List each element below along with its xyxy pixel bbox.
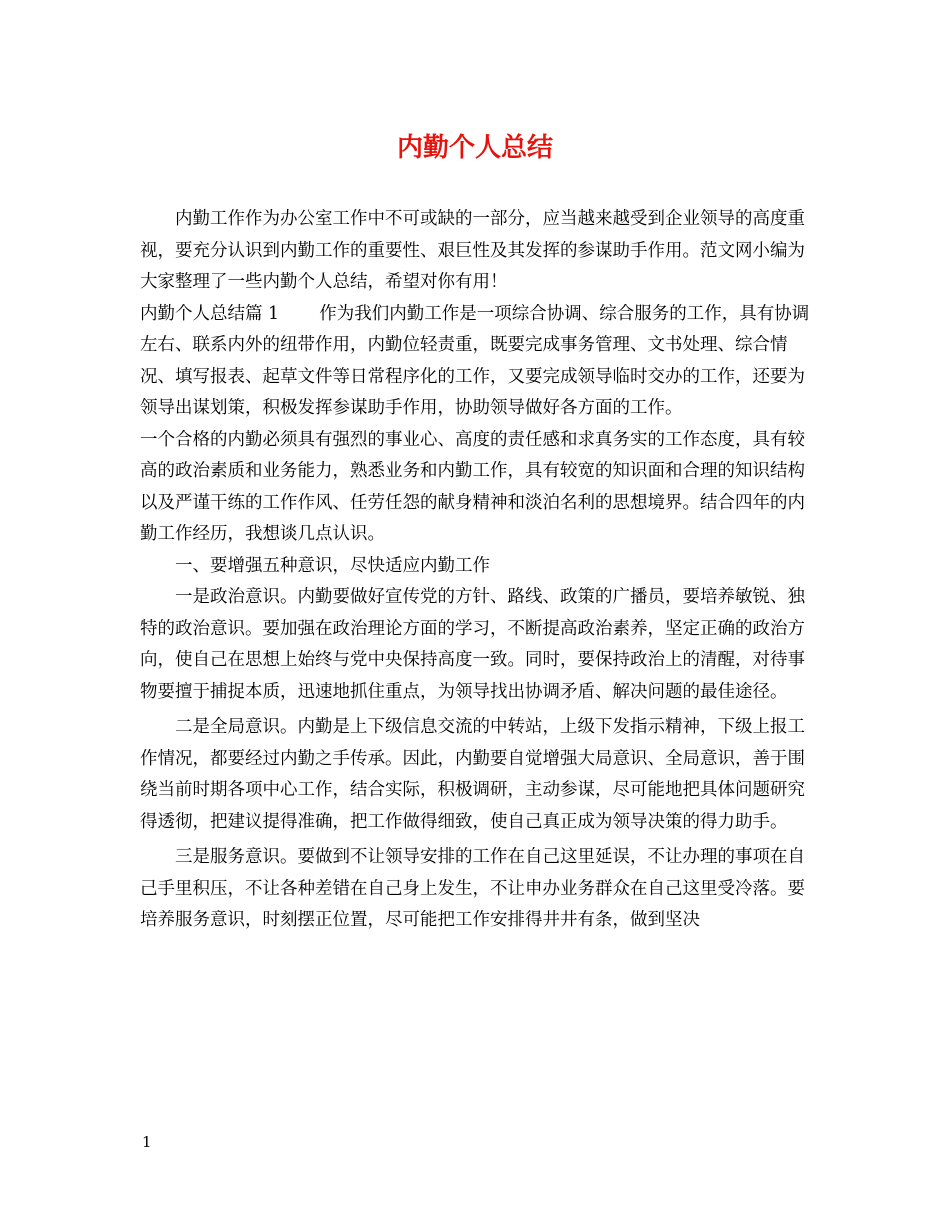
heading-five-awareness: 一、要增强五种意识，尽快适应内勤工作 (175, 555, 490, 576)
political-awareness-paragraph: 一是政治意识。内勤要做好宣传党的方针、路线、政策的广播员，要培养敏锐、独特的政治意识。要加强在政治理论方面的学习，不断提高政治素养，坚定正确的政治方向，使自己在思想上始终与党中央保持高度一致。同时，要保持政治上的清醒，对待事物要擅于捕捉本质，迅速地抓住重点，为领导找出协调矛盾、解决问题的最佳途径。 (140, 587, 805, 702)
page-number: 1 (142, 1133, 152, 1151)
section-text: 作为我们内勤工作是一项综合协调、综合服务的工作，具有协调左右、联系内外的纽带作用，内勤位轻责重，既要完成事务管理、文书处理、综合情况、填写报表、起草文件等日常程序化的工作，又要完成领导临时交办的工作，还要为领导出谋划策，积极发挥参谋助手作用，协助领导做好各方面的工作。 (140, 303, 810, 418)
section-paragraph (140, 299, 820, 425)
overall-awareness-paragraph: 二是全局意识。内勤是上下级信息交流的中转站，上级下发指示精神，下级上报工作情况，都要经过内勤之手传承。因此，内勤要自觉增强大局意识、全局意识，善于围绕当前时期各项中心工作，结合实际，积极调研，主动参谋，尽可能地把具体问题研究得透彻，把建议提得准确，把工作做得细致，使自己真正成为领导决策的得力助手。 (140, 717, 805, 832)
intro-paragraph: 内勤工作作为办公室工作中不可或缺的一部分，应当越来越受到企业领导的高度重视，要充分认识到内勤工作的重要性、艰巨性及其发挥的参谋助手作用。范文网小编为大家整理了一些内勤个人总结，希望对你有用！ (140, 209, 805, 292)
document-body (140, 204, 820, 937)
service-awareness-paragraph: 三是服务意识。要做到不让领导安排的工作在自己这里延误，不让办理的事项在自己手里积压，不让各种差错在自己身上发生，不让申办业务群众在自己这里受冷落。要培养服务意识，时刻摆正位置，尽可能把工作安排得井井有条，做到坚决 (140, 847, 805, 930)
qualification-paragraph: 一个合格的内勤必须具有强烈的事业心、高度的责任感和求真务实的工作态度，具有较高的政治素质和业务能力，熟悉业务和内勤工作，具有较宽的知识面和合理的知识结构以及严谨干练的工作作风、任劳任怨的献身精神和淡泊名利的思想境界。结合四年的内勤工作经历，我想谈几点认识。 (140, 429, 805, 544)
document-title: 内勤个人总结 (396, 133, 553, 163)
section-label: 内勤个人总结篇 1 (140, 303, 280, 324)
